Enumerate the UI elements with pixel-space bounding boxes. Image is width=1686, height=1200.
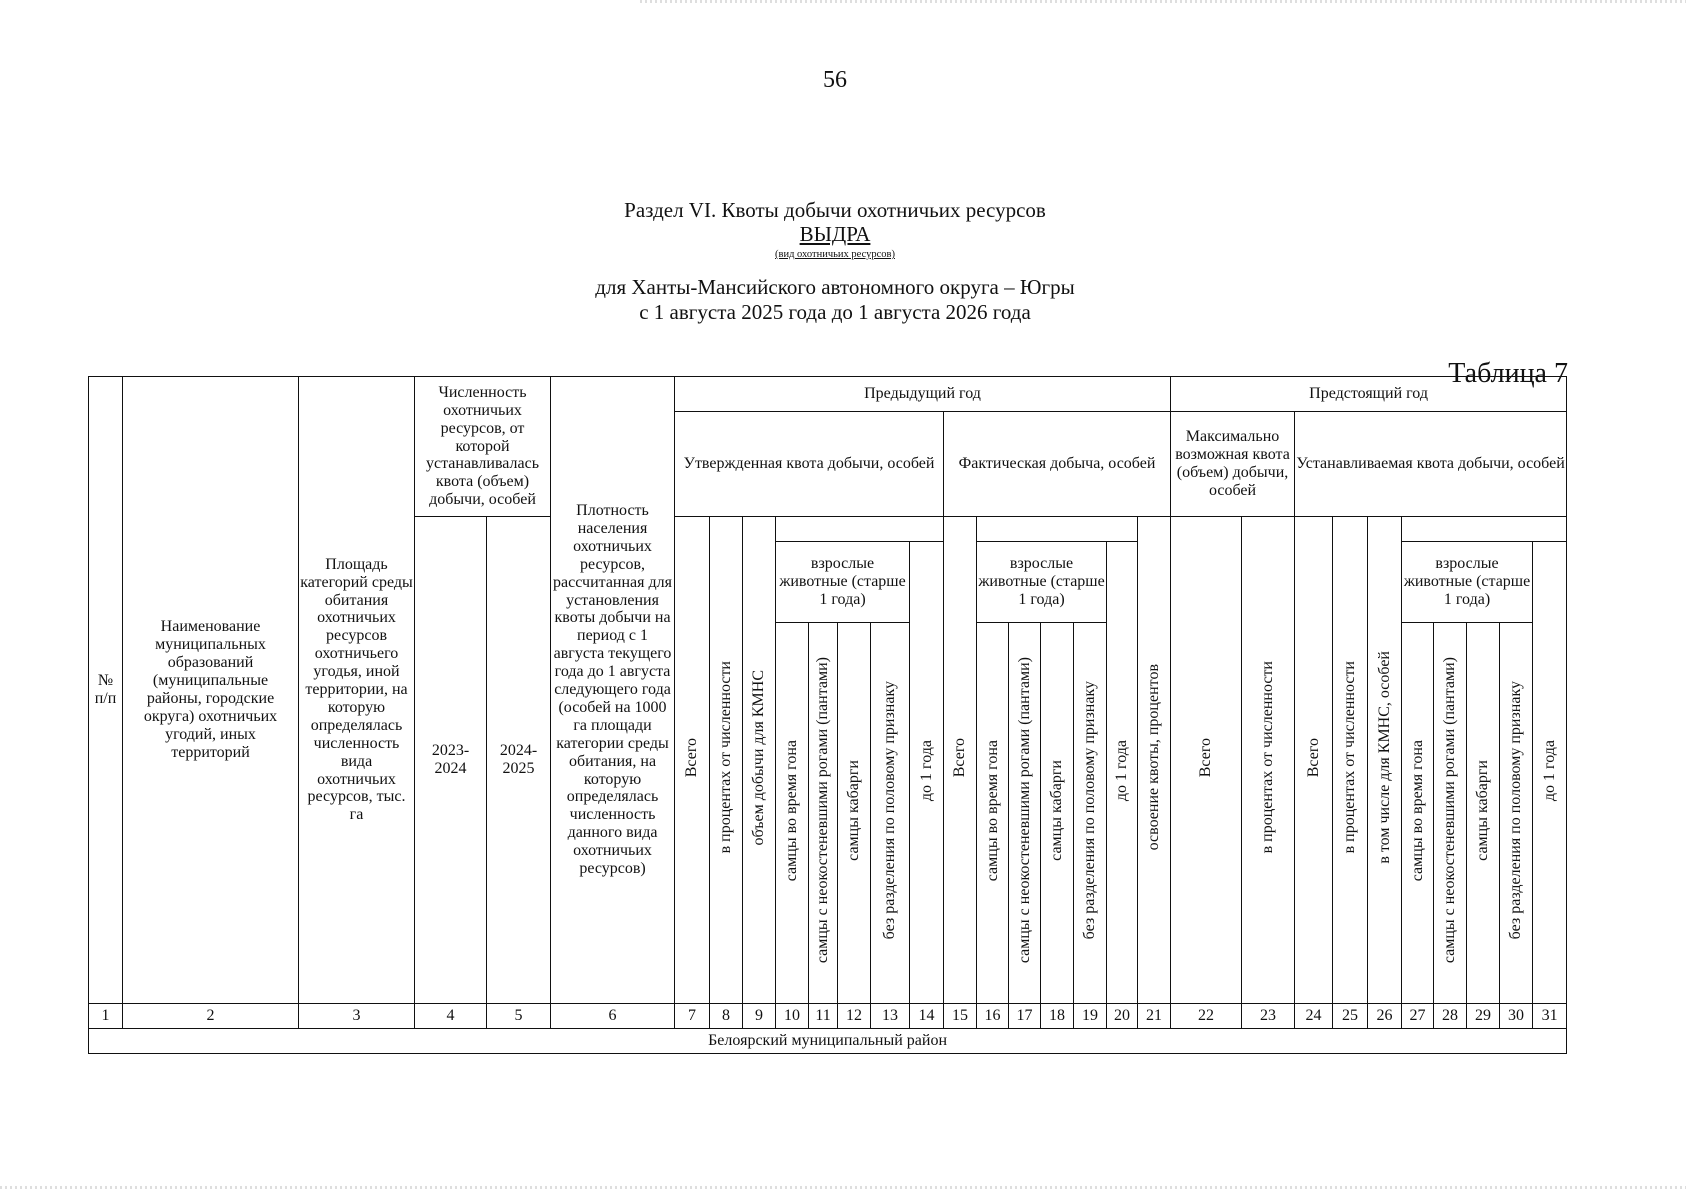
col-area-header: Площадь категорий среды обитания охотничьих ресурсов охотничьего угодья, иной территории, на которую определялась численность вида охотничьих ресурсов, тыс. га: [299, 377, 415, 1004]
col-population-header: Численность охотничьих ресурсов, от которой устанавливалась квота (объем) добычи, особей: [415, 377, 551, 517]
column-number: 10: [776, 1004, 809, 1029]
period-title: с 1 августа 2025 года до 1 августа 2026 года: [639, 300, 1031, 324]
approved-rut-header: самцы во время гона: [776, 623, 809, 1004]
column-number: 24: [1295, 1004, 1333, 1029]
quota-table: [88, 376, 1567, 1054]
column-number: 6: [551, 1004, 675, 1029]
approved-musk-header: самцы кабарги: [838, 623, 871, 1004]
set-nosex-header: без разделения по половому признаку: [1500, 623, 1533, 1004]
actual-blank-cell: [977, 517, 1138, 542]
set-quota-header: Устанавливаемая квота добычи, особей: [1295, 412, 1567, 517]
section-title: Раздел VI. Квоты добычи охотничьих ресурсов: [624, 198, 1046, 222]
column-number: 23: [1242, 1004, 1295, 1029]
column-number: 4: [415, 1004, 487, 1029]
column-number: 22: [1171, 1004, 1242, 1029]
approved-total-header: Всего: [675, 517, 710, 1004]
max-quota-header: Максимально возможная квота (объем) добычи, особей: [1171, 412, 1295, 517]
actual-harvest-header: Фактическая добыча, особей: [944, 412, 1171, 517]
approved-adults-header: взрослые животные (старше 1 года): [776, 542, 910, 623]
next-year-header: Предстоящий год: [1171, 377, 1567, 412]
column-number: 28: [1434, 1004, 1467, 1029]
column-number: 7: [675, 1004, 710, 1029]
approved-antler-header: самцы с неокостеневшими рогами (пантами): [809, 623, 838, 1004]
table-label: Таблица 7: [1448, 358, 1568, 389]
actual-antler-header: самцы с неокостеневшими рогами (пантами): [1009, 623, 1041, 1004]
column-number: 9: [743, 1004, 776, 1029]
approved-kmns-header: объем добычи для КМНС: [743, 517, 776, 1004]
set-percent-header: в процентах от численности: [1333, 517, 1368, 1004]
set-rut-header: самцы во время гона: [1402, 623, 1434, 1004]
column-number: 5: [487, 1004, 551, 1029]
prev-year-header: Предыдущий год: [675, 377, 1171, 412]
set-total-header: Всего: [1295, 517, 1333, 1004]
column-number: 26: [1368, 1004, 1402, 1029]
species-name: ВЫДРА: [799, 222, 871, 246]
column-number: 16: [977, 1004, 1009, 1029]
district-name: Белоярский муниципальный район: [89, 1029, 1567, 1054]
column-number: 30: [1500, 1004, 1533, 1029]
actual-musk-header: самцы кабарги: [1041, 623, 1074, 1004]
quota-use-header: освоение квоты, процентов: [1138, 517, 1171, 1004]
set-musk-header: самцы кабарги: [1467, 623, 1500, 1004]
col-num-header: № п/п: [89, 377, 123, 1004]
column-number: 8: [710, 1004, 743, 1029]
column-number: 12: [838, 1004, 871, 1029]
set-adults-header: взрослые животные (старше 1 года): [1402, 542, 1533, 623]
column-number: 29: [1467, 1004, 1500, 1029]
col-name-header: Наименование муниципальных образований (муниципальные районы, городские округа) охотничьих угодий, иных территорий: [123, 377, 299, 1004]
column-number: 2: [123, 1004, 299, 1029]
page-number: 56: [823, 67, 847, 93]
approved-percent-header: в процентах от численности: [710, 517, 743, 1004]
column-number: 1: [89, 1004, 123, 1029]
column-number: 27: [1402, 1004, 1434, 1029]
actual-total-header: Всего: [944, 517, 977, 1004]
actual-rut-header: самцы во время гона: [977, 623, 1009, 1004]
set-under1-header: до 1 года: [1533, 542, 1567, 1004]
set-antler-header: самцы с неокостеневшими рогами (пантами): [1434, 623, 1467, 1004]
column-number: 31: [1533, 1004, 1567, 1029]
region-title: для Ханты-Мансийского автономного округа – Югры: [595, 275, 1075, 299]
column-number: 18: [1041, 1004, 1074, 1029]
approved-under1-header: до 1 года: [910, 542, 944, 1004]
column-number: 19: [1074, 1004, 1107, 1029]
set-kmns-header: в том числе для КМНС, особей: [1368, 517, 1402, 1004]
species-note: (вид охотничьих ресурсов): [775, 249, 895, 260]
year-a-header: 2023-2024: [415, 517, 487, 1004]
column-number: 13: [871, 1004, 910, 1029]
column-number: 20: [1107, 1004, 1138, 1029]
set-blank-cell: [1402, 517, 1567, 542]
column-number: 14: [910, 1004, 944, 1029]
max-total-header: Всего: [1171, 517, 1242, 1004]
column-number: 15: [944, 1004, 977, 1029]
approved-quota-header: Утвержденная квота добычи, особей: [675, 412, 944, 517]
approved-blank-cell: [776, 517, 944, 542]
district-row: [89, 1029, 1567, 1054]
scan-edge-top: [640, 0, 1686, 3]
max-percent-header: в процентах от численности: [1242, 517, 1295, 1004]
actual-adults-header: взрослые животные (старше 1 года): [977, 542, 1107, 623]
column-number: 17: [1009, 1004, 1041, 1029]
scan-edge-bottom: [0, 1186, 1686, 1189]
year-b-header: 2024-2025: [487, 517, 551, 1004]
column-number: 11: [809, 1004, 838, 1029]
column-number: 25: [1333, 1004, 1368, 1029]
column-number: 3: [299, 1004, 415, 1029]
column-number-row: [89, 1004, 1567, 1029]
actual-nosex-header: без разделения по половому признаку: [1074, 623, 1107, 1004]
col-density-header: Плотность населения охотничьих ресурсов, рассчитанная для установления квоты добычи на период с 1 августа текущего года до 1 августа следующего года (особей на 1000 га площади категории среды обитания, на которую определялась численность данного вида охотничьих ресурсов): [551, 377, 675, 1004]
approved-nosex-header: без разделения по половому признаку: [871, 623, 910, 1004]
column-number: 21: [1138, 1004, 1171, 1029]
actual-under1-header: до 1 года: [1107, 542, 1138, 1004]
